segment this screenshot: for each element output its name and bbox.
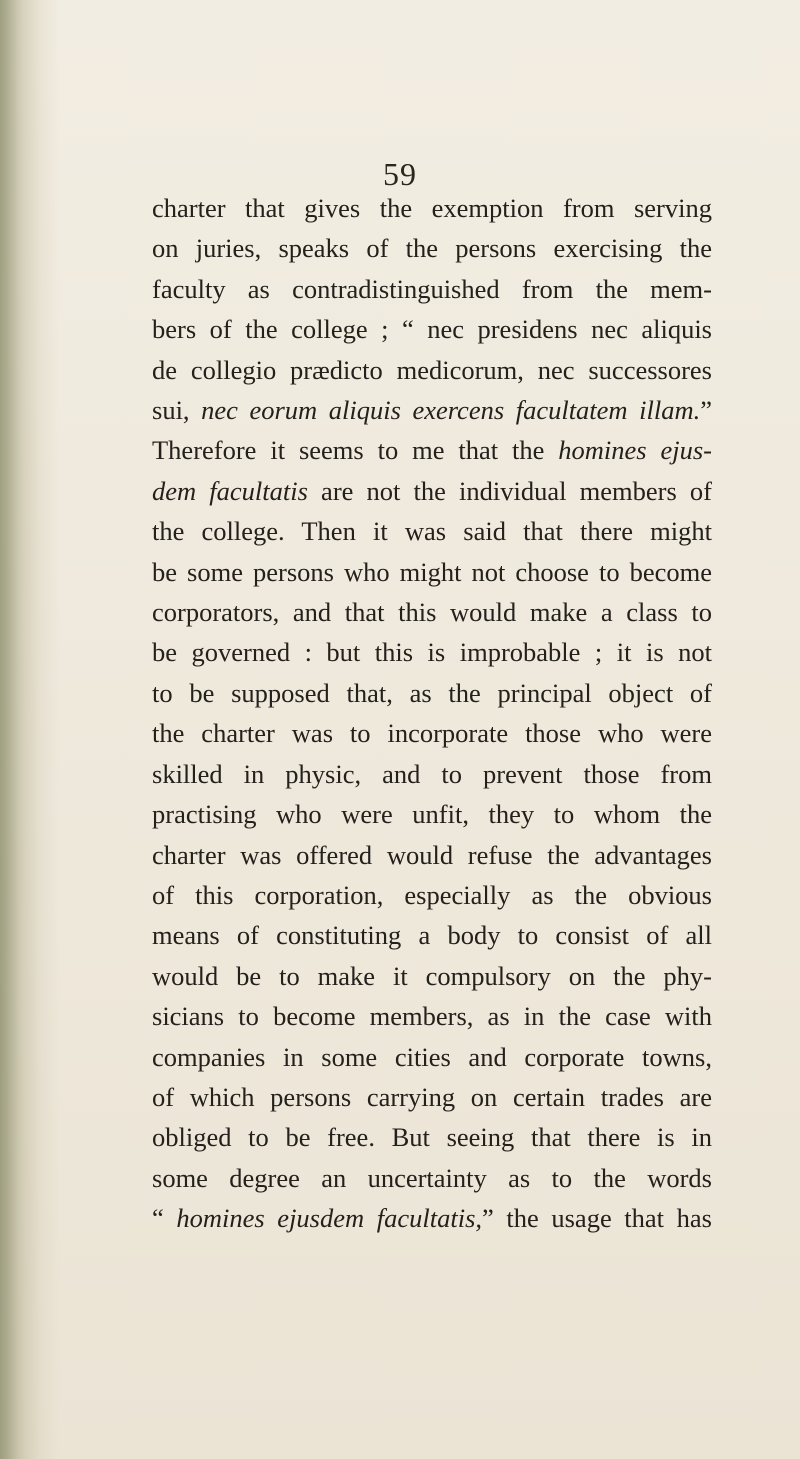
text-line [152, 228, 712, 268]
text-run: bers of the college ; “ nec presidens nec aliquis [152, 314, 712, 345]
text-line [152, 713, 712, 753]
text-run: some degree an uncertainty as to the words [152, 1162, 712, 1193]
text-line [152, 430, 712, 470]
text-line [152, 835, 712, 875]
text-run: the college. Then it was said that there might [152, 516, 712, 547]
page-gutter-shadow [0, 0, 40, 1459]
text-run: of this corporation, especially as the obvious [152, 879, 712, 910]
text-line [152, 350, 712, 390]
text-line [152, 794, 712, 834]
italic-text: dem facultatis [152, 475, 308, 506]
text-line [152, 673, 712, 713]
text-run: are not the individual members of [307, 475, 712, 506]
text-line [152, 632, 712, 672]
italic-text: homines ejus- [558, 435, 712, 466]
text-run: would be to make it compulsory on the phy- [152, 960, 712, 991]
text-line [152, 552, 712, 592]
text-line [152, 915, 712, 955]
text-line [152, 875, 712, 915]
text-line [152, 1198, 712, 1238]
text-run: sicians to become members, as in the case with [152, 1001, 712, 1032]
text-line [152, 956, 712, 996]
text-run: obliged to be free. But seeing that there is in [152, 1122, 712, 1153]
text-line [152, 390, 712, 430]
text-line [152, 592, 712, 632]
text-line [152, 754, 712, 794]
text-run: sui, [152, 395, 202, 426]
text-run: charter was offered would refuse the advantages [152, 839, 712, 870]
text-run: be governed : but this is improbable ; it is not [152, 637, 712, 668]
text-run: ” [700, 395, 712, 426]
text-run: charter that gives the exemption from serving [152, 193, 712, 223]
text-run: of which persons carrying on certain trades are [152, 1081, 712, 1112]
text-run: companies in some cities and corporate towns, [152, 1041, 712, 1072]
text-line [152, 1077, 712, 1117]
body-text [152, 188, 712, 1239]
text-line [152, 1037, 712, 1077]
text-run: means of constituting a body to consist of all [152, 920, 712, 951]
text-run: corporators, and that this would make a class to [152, 597, 712, 628]
text-line [152, 996, 712, 1036]
text-line [152, 511, 712, 551]
text-line [152, 309, 712, 349]
text-run: faculty as contradistinguished from the mem- [152, 273, 712, 304]
text-line [152, 188, 712, 228]
text-run: be some persons who might not choose to become [152, 556, 712, 587]
italic-text: homines ejusdem facultatis, [176, 1203, 483, 1234]
text-run: practising who were unfit, they to whom the [152, 799, 712, 830]
text-line [152, 1117, 712, 1157]
page-number: 59 [383, 156, 417, 192]
text-run: on juries, speaks of the persons exercising the [152, 233, 712, 264]
text-line [152, 1158, 712, 1198]
text-line [152, 269, 712, 309]
italic-text: nec eorum aliquis exercens facultatem illam. [201, 395, 701, 426]
text-run: “ [152, 1203, 177, 1234]
text-line [152, 471, 712, 511]
text-run: the charter was to incorporate those who were [152, 718, 712, 749]
text-run: ” the usage that has [482, 1203, 712, 1234]
text-run: Therefore it seems to me that the [152, 435, 559, 466]
text-run: skilled in physic, and to prevent those from [152, 758, 712, 789]
text-run: to be supposed that, as the principal object of [152, 677, 712, 708]
text-run: de collegio prædicto medicorum, nec successores [152, 354, 712, 385]
